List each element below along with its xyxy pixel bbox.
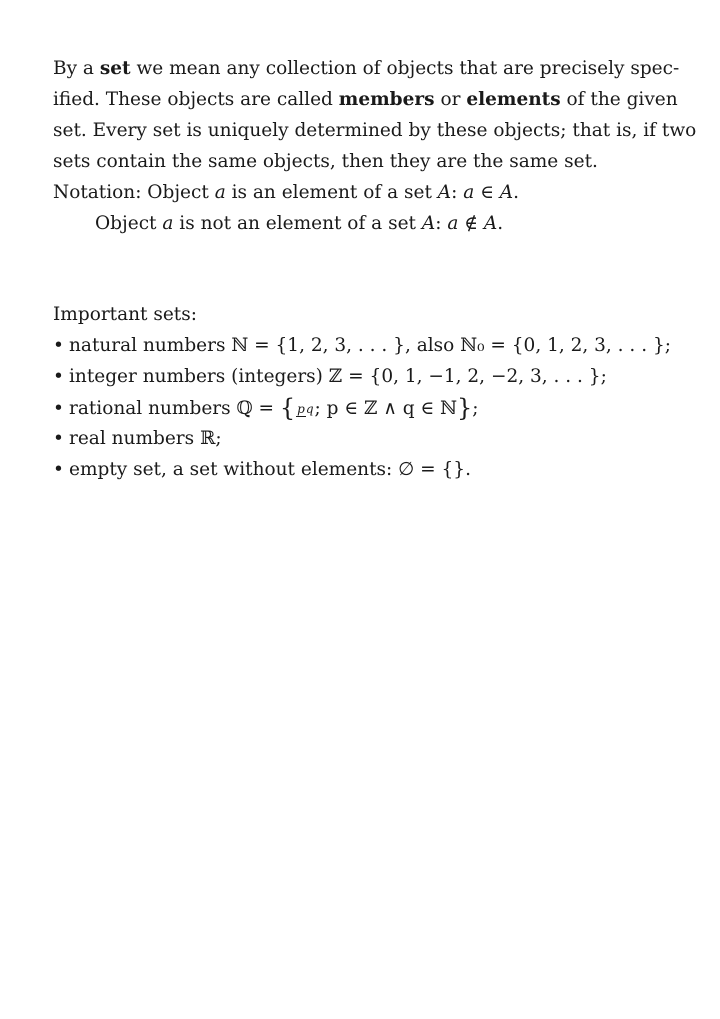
definition-line-4: sets contain the same objects, then they are the same set. <box>53 151 598 172</box>
list-item-rational: • rational numbers ℚ = { pq; p ∈ ℤ ∧ q ∈ ℕ}; <box>53 394 479 422</box>
element-of-expression: a ∈ A <box>463 182 514 203</box>
definition-line-2: ified. These objects are called members or elements of the given <box>53 89 678 110</box>
list-item-empty-set: • empty set, a set without elements: ∅ = {}. <box>53 459 471 480</box>
bullet-icon: • <box>53 428 64 449</box>
fraction-p-over-q: pq <box>297 401 314 416</box>
bullet-icon: • <box>53 459 64 480</box>
bullet-icon: • <box>53 398 64 419</box>
term-elements: elements <box>466 89 561 110</box>
term-set: set <box>99 58 131 79</box>
bullet-icon: • <box>53 335 64 356</box>
bullet-icon: • <box>53 366 64 387</box>
list-item-integer: • integer numbers (integers) ℤ = {0, 1, −1, 2, −2, 3, . . . }; <box>53 366 607 387</box>
definition-line-3: set. Every set is uniquely determined by these objects; that is, if two <box>53 120 697 141</box>
notation-element: Notation: Object a is an element of a set A: a ∈ A. <box>53 182 520 203</box>
list-item-real: • real numbers ℝ; <box>53 428 222 449</box>
not-element-of-expression: a ∉ A <box>447 213 498 234</box>
term-members: members <box>338 89 435 110</box>
important-sets-heading: Important sets: <box>53 304 197 325</box>
notation-not-element: Object a is not an element of a set A: a ∉ A. <box>95 213 504 234</box>
list-item-natural: • natural numbers ℕ = {1, 2, 3, . . . }, also ℕ₀ = {0, 1, 2, 3, . . . }; <box>53 335 671 356</box>
definition-line-1: By a set we mean any collection of objects that are precisely spec- <box>53 58 680 79</box>
